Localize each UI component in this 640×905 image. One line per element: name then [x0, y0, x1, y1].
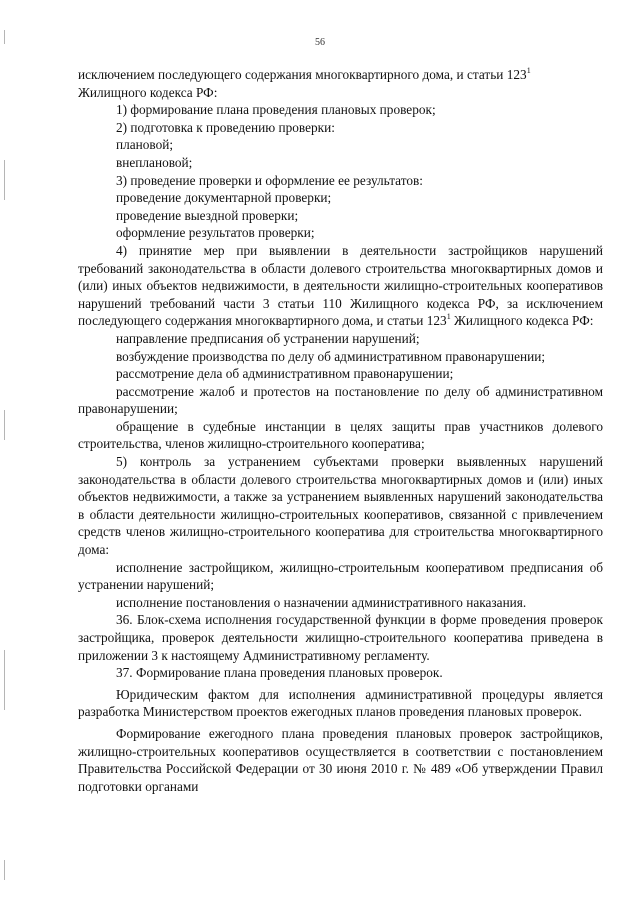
paragraph [78, 207, 603, 225]
paragraph-text-continued: Жилищного кодекса РФ: [450, 313, 594, 329]
paragraph [78, 119, 603, 137]
paragraph [78, 725, 603, 795]
paragraph-text: плановой; [116, 137, 174, 153]
paragraph [78, 66, 603, 84]
paragraph-text: рассмотрение дела об административном правонарушении; [116, 366, 454, 382]
paragraph-text: 5) контроль за устранением субъектами проверки выявленных нарушений законодательства в области долевого строительства многоквартирных домов и (или) иных объектов недвижимости, а также за устранением выявленных нарушений законодательства в области деятельности жилищно-строительных кооперативов, связанной с привлечением средств членов жилищно-строительного кооператива для строительства многоквартирного дома: [78, 454, 603, 558]
paragraph [78, 154, 603, 172]
paragraph-text: 36. Блок-схема исполнения государственной функции в форме проведения проверок застройщика, проверок деятельности жилищно-строительного кооператива приведена в приложении 3 к настоящему Административному регламенту. [78, 612, 603, 663]
paragraph [78, 611, 603, 664]
paragraph-text: 4) принятие мер при выявлении в деятельности застройщиков нарушений требований законодательства в области долевого строительства многоквартирных домов и (или) иных объектов недвижимости, в деятельности жилищно-строительных кооперативов нарушений требований части 3 статьи 110 Жилищного кодекса РФ, за исключением последующего содержания многоквартирного дома, и статьи 123 [78, 242, 603, 329]
paragraph-text: проведение документарной проверки; [116, 190, 332, 206]
paragraph [78, 559, 603, 594]
paragraph-text: 1) формирование плана проведения плановых проверок; [116, 102, 436, 118]
paragraph [78, 84, 603, 102]
paragraph [78, 242, 603, 330]
paragraph [78, 365, 603, 383]
paragraph [78, 453, 603, 559]
paragraph [78, 224, 603, 242]
paragraph-text: 37. Формирование плана проведения плановых проверок. [116, 665, 443, 681]
paragraph-text: рассмотрение жалоб и протестов на постановление по делу об административном правонарушении; [78, 383, 603, 417]
paragraph [78, 189, 603, 207]
document-body [78, 66, 603, 795]
paragraph-text: 2) подготовка к проведению проверки: [116, 119, 335, 135]
paragraph [78, 664, 603, 682]
paragraph-text: обращение в судебные инстанции в целях защиты прав участников долевого строительства, членов жилищно-строительного кооператива; [78, 418, 603, 452]
page-number: 56 [315, 37, 325, 48]
superscript: 1 [526, 66, 531, 75]
paragraph [78, 101, 603, 119]
superscript: 1 [446, 312, 451, 322]
paragraph [78, 594, 603, 612]
paragraph-text: внеплановой; [116, 154, 193, 170]
paragraph-text: 3) проведение проверки и оформление ее результатов: [116, 172, 423, 188]
paragraph-text: оформление результатов проверки; [116, 225, 315, 241]
scan-margin-marks [4, 0, 10, 905]
paragraph [78, 330, 603, 348]
paragraph [78, 172, 603, 190]
paragraph-text: Юридическим фактом для исполнения административной процедуры является разработка Министерством проектов ежегодных планов проведения плановых проверок. [78, 686, 603, 720]
paragraph [78, 348, 603, 366]
paragraph-text: возбуждение производства по делу об административном правонарушении; [116, 348, 546, 364]
paragraph [78, 418, 603, 453]
paragraph [78, 136, 603, 154]
paragraph-text: проведение выездной проверки; [116, 207, 299, 223]
paragraph [78, 686, 603, 721]
paragraph-text: исполнение постановления о назначении административного наказания. [116, 594, 527, 610]
paragraph [78, 383, 603, 418]
paragraph-text: Жилищного кодекса РФ: [78, 84, 218, 100]
paragraph-text: Формирование ежегодного плана проведения плановых проверок застройщиков, жилищно-строительных кооперативов осуществляется в соответствии с постановлением Правительства Российской Федерации от 30 июня 2010 г. № 489 «Об утверждении Правил подготовки органами [78, 725, 603, 794]
paragraph-text: исключением последующего содержания многоквартирного дома, и статьи 123 [78, 67, 527, 82]
paragraph-text: исполнение застройщиком, жилищно-строительным кооперативом предписания об устранении нарушений; [78, 559, 603, 593]
paragraph-text: направление предписания об устранении нарушений; [116, 330, 420, 346]
